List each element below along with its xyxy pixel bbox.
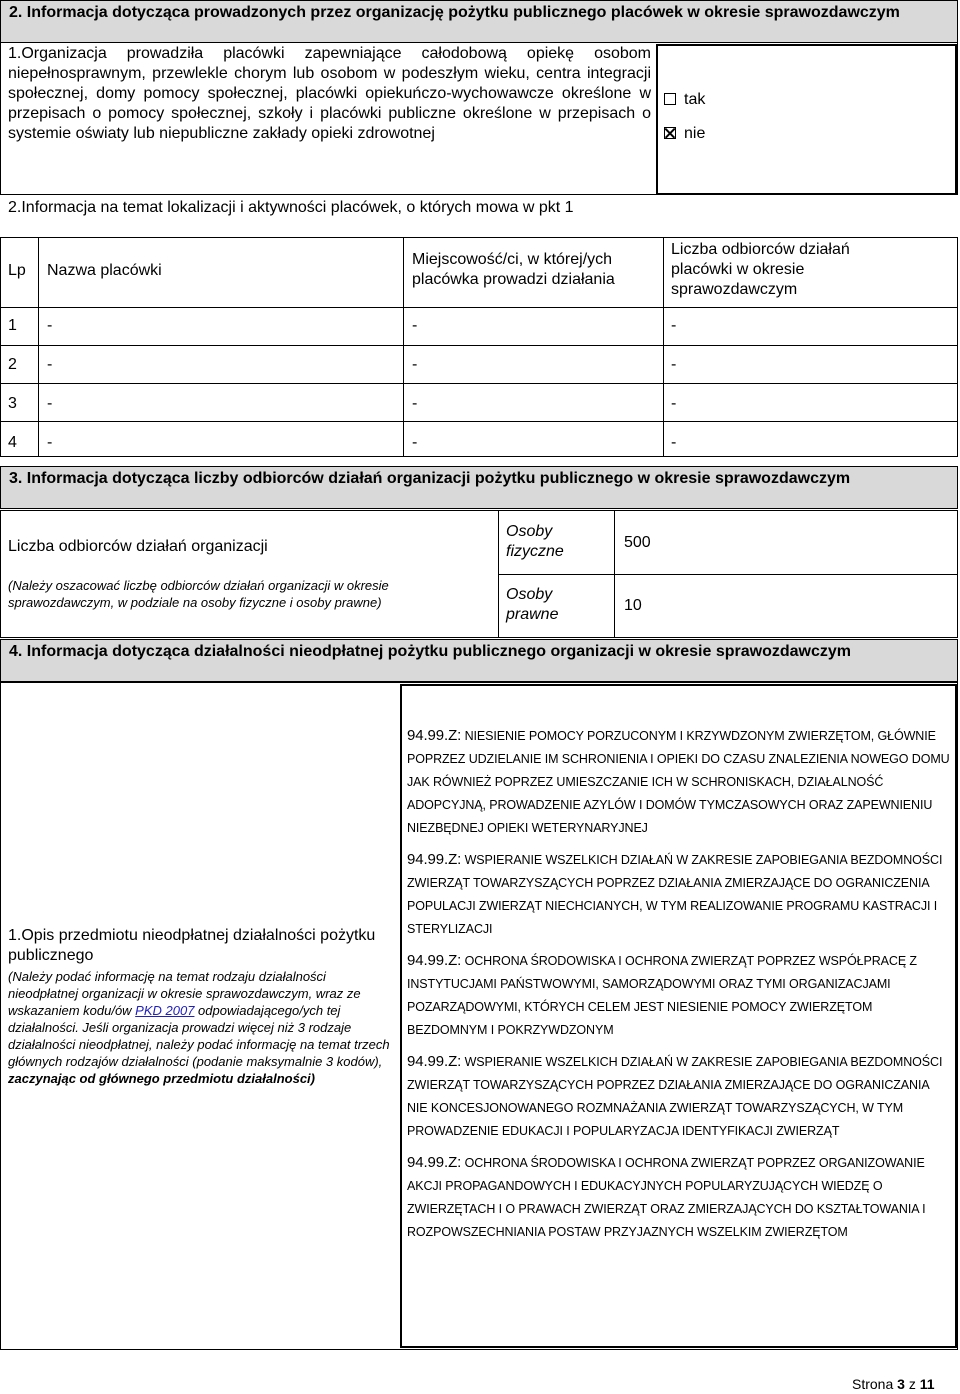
- option-nie-label: nie: [684, 125, 706, 142]
- pkd-2007-link[interactable]: PKD 2007: [135, 1003, 195, 1018]
- section2-q1-text: 1.Organizacja prowadziła placówki zapewniające całodobową opiekę osobom niepełnosprawnym, przewlekle chorym lub osobom w podeszłym wieku, centra integracji społecznej, domy pomocy społecznej, placówki opiekuńczo-wychowawcze określone w przepisach o pomocy społecznej, szkoły i placówki publiczne określone w przepisach o systemie oświaty lub niepubliczne zakłady opieki zdrowotnej: [8, 45, 651, 142]
- table-header-lp: Lp: [8, 262, 26, 279]
- osoby-prawne-value: 10: [624, 597, 642, 614]
- section2-q2-text: 2.Informacja na temat lokalizacji i aktywności placówek, o których mowa w pkt 1: [8, 199, 574, 216]
- checkbox-nie-checked-icon[interactable]: [664, 127, 676, 139]
- table-row: 2: [8, 356, 17, 373]
- table-row: 3: [8, 395, 17, 412]
- section4-header: 4. Informacja dotycząca działalności nieodpłatnej pożytku publicznego organizacji w okresie sprawozdawczym: [0, 639, 958, 682]
- option-tak-label: tak: [684, 91, 706, 108]
- section3-header: 3. Informacja dotycząca liczby odbiorców działań organizacji pożytku publicznego w okresie sprawozdawczym: [0, 466, 958, 509]
- table-cell: -: [47, 434, 53, 451]
- activity-entry: 94.99.Z: OCHRONA ŚRODOWISKA I OCHRONA ZWIERZĄT POPRZEZ ORGANIZOWANIE AKCJI PROPAGANDOWYCH I EDUKACYJNYCH POPULARYZUJĄCYCH WIEDZĘ O ZWIERZĘTACH I O PRAWACH ZWIERZĄT ORAZ ZMIERZAJĄCYCH DO KSZTAŁTOWANIA I ROZPOWSZECHNIANIA POSTAW PRZYJAZNYCH WSZELKIM ZWIERZĘTOM: [407, 1154, 926, 1239]
- section3-label: Liczba odbiorców działań organizacji: [8, 538, 268, 555]
- table-cell: -: [671, 317, 677, 334]
- checkbox-tak-icon[interactable]: [664, 93, 676, 105]
- table-cell: -: [412, 317, 418, 334]
- section3-note: (Należy oszacować liczbę odbiorców działań organizacji w okresie sprawozdawczym, w podziale na osoby fizyczne i osoby prawne): [8, 578, 389, 610]
- table-row: 4: [8, 434, 17, 451]
- table-cell: -: [412, 434, 418, 451]
- option-tak[interactable]: [664, 90, 705, 110]
- page-footer: Strona 3 z 11: [852, 1376, 935, 1392]
- table-header-nazwa: Nazwa placówki: [47, 262, 162, 279]
- table-cell: -: [47, 395, 53, 412]
- activity-entry: 94.99.Z: WSPIERANIE WSZELKICH DZIAŁAŃ W ZAKRESIE ZAPOBIEGANIA BEZDOMNOŚCI ZWIERZĄT TOWARZYSZĄCYCH POPRZEZ DZIAŁANIA ZMIERZAJĄCE DO OGRANICZANIA NIE KONCESJONOWANEGO ROZMNAŻANIA ZWIERZĄT TOWARZYSZĄCYCH, W TYM PROWADZENIE EDUKACJI I POPULARYZACJA IDENTYFIKACJI ZWIERZĄT: [407, 1053, 943, 1138]
- table-row: 1: [8, 317, 17, 334]
- table-header-miejscowosc: Miejscowość/ci, w której/ych placówka prowadzi działania: [412, 251, 615, 288]
- table-cell: -: [671, 356, 677, 373]
- activity-entry: 94.99.Z: WSPIERANIE WSZELKICH DZIAŁAŃ W ZAKRESIE ZAPOBIEGANIA BEZDOMNOŚCI ZWIERZĄT TOWARZYSZĄCYCH POPRZEZ DZIAŁANIA ZMIERZAJĄCE DO OGRANICZENIA POPULACJI ZWIERZĄT NIECHCIANYCH, W TYM REALIZOWANIE PROGRAMU KASTRACJI I STERYLIZACJI: [407, 851, 943, 936]
- section4-left-note: (Należy podać informację na temat rodzaju działalności nieodpłatnej organizacji w okresie sprawozdawczym, wraz ze wskazaniem kodu/ów PKD 2007 odpowiadającego/ych tej działalności. Jeśli organizacja prowadzi więcej niż 3 rodzaje działalności nieodpłatnej, należy podać informację na temat trzech głównych rodzajów działalności (podanie maksymalnie 3 kodów), zaczynając od głównego przedmiotu działalności): [8, 969, 390, 1086]
- section4-left-title: 1.Opis przedmiotu nieodpłatnej działalności pożytku publicznego: [8, 927, 376, 964]
- table-cell: -: [412, 356, 418, 373]
- option-nie[interactable]: [664, 124, 705, 144]
- osoby-fizyczne-value: 500: [624, 534, 651, 551]
- table-header-liczba: Liczba odbiorców działań placówki w okresie sprawozdawczym: [671, 241, 850, 298]
- table-cell: -: [47, 317, 53, 334]
- osoby-prawne-label: Osoby prawne: [506, 586, 559, 623]
- table-cell: -: [671, 434, 677, 451]
- activity-entry: 94.99.Z: NIESIENIE POMOCY PORZUCONYM I KRZYWDZONYM ZWIERZĘTOM, GŁÓWNIE POPRZEZ UDZIELANIE IM SCHRONIENIA I OPIEKI DO CZASU ZNALEZIENIA NOWEGO DOMU JAK RÓWNIEŻ POPRZEZ UMIESZCZANIE ICH W SCHRONISKACH, DZIAŁALNOŚĆ ADOPCYJNĄ, PROWADZENIE AZYLÓW I DOMÓW TYMCZASOWYCH ORAZ ZAPEWNIENIU NIEZBĘDNEJ OPIEKI WETERYNARYJNEJ: [407, 727, 950, 835]
- table-cell: -: [47, 356, 53, 373]
- section2-header: 2. Informacja dotycząca prowadzonych przez organizację pożytku publicznego placówek w okresie sprawozdawczym: [0, 0, 958, 43]
- yes-no-box: [656, 44, 957, 195]
- osoby-fizyczne-label: Osoby fizyczne: [506, 523, 564, 560]
- table-cell: -: [412, 395, 418, 412]
- activity-entry: 94.99.Z: OCHRONA ŚRODOWISKA I OCHRONA ZWIERZĄT POPRZEZ WSPÓŁPRACĘ Z INSTYTUCJAMI PAŃSTWOWYMI, SAMORZĄDOWYMI ORAZ TYMI ORGANIZACJAMI POZARZĄDOWYMI, KTÓRYCH CELEM JEST NIESIENIE POMOCY ZWIERZĘTOM BEZDOMNYM I POKRZYWDZONYM: [407, 952, 917, 1037]
- table-cell: -: [671, 395, 677, 412]
- activity-list: [407, 724, 952, 1252]
